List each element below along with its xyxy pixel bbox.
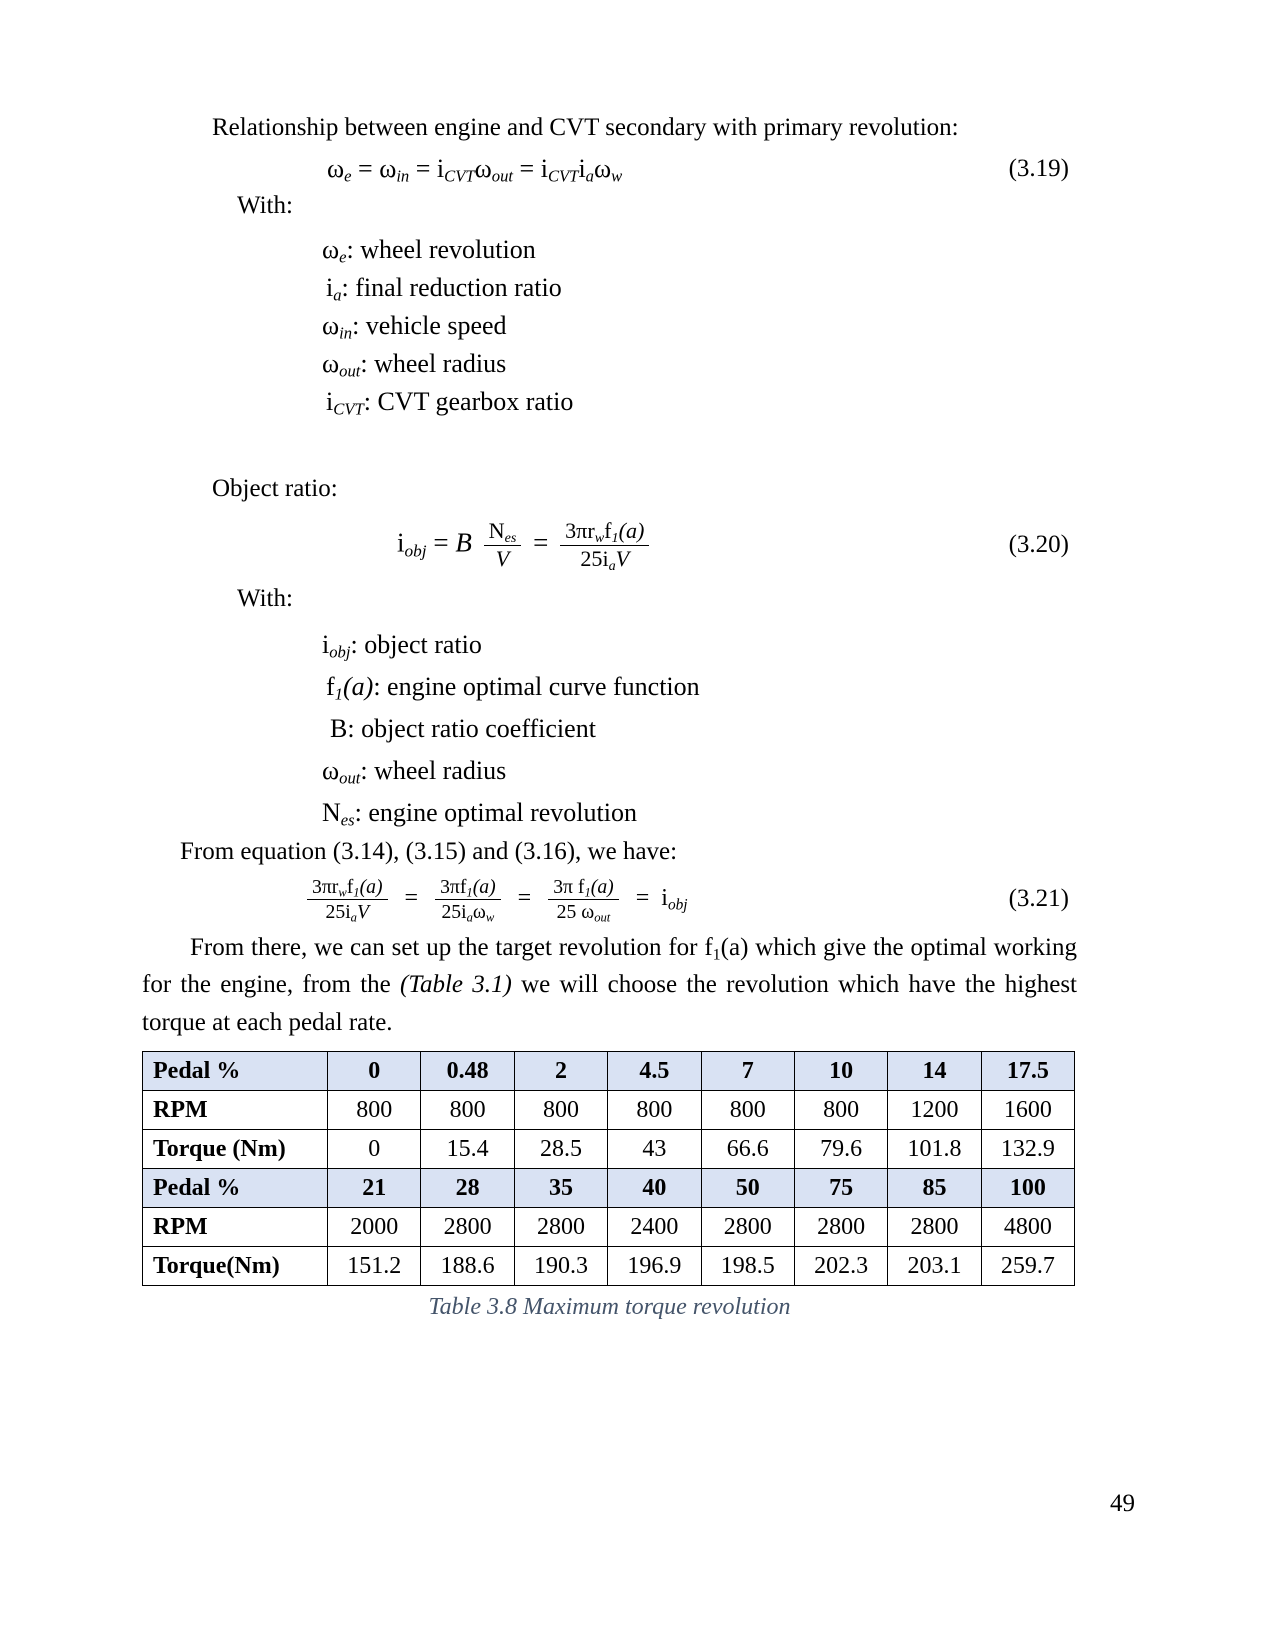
table-cell: 28 bbox=[421, 1169, 514, 1208]
table-cell: 21 bbox=[328, 1169, 421, 1208]
table-cell: 75 bbox=[794, 1169, 887, 1208]
def2-3-sym: ω bbox=[322, 755, 340, 785]
definition-item bbox=[322, 311, 1077, 341]
table-cell: 2800 bbox=[794, 1208, 887, 1247]
definition-item bbox=[326, 273, 1077, 303]
eq319-t3a-sub: CVT bbox=[444, 166, 475, 186]
table-cell: 7 bbox=[701, 1052, 794, 1091]
eq319-t4c: ω bbox=[593, 154, 612, 184]
page-number: 49 bbox=[1110, 1490, 1135, 1517]
eq321-f2-den-a: 25i bbox=[441, 900, 467, 923]
eq319-t4b-sub: a bbox=[585, 166, 594, 186]
eq319-t3a: i bbox=[436, 154, 445, 184]
closing-paragraph-part3: we will choose the revolution which have the highest torque at each pedal rate. bbox=[142, 971, 1077, 1036]
def1-3-sub: out bbox=[339, 361, 361, 381]
eq319-lhs: ω bbox=[327, 154, 345, 184]
closing-paragraph-part2: (a) which give the optimal working for the engine, from the bbox=[142, 933, 1077, 999]
def2-0-sym: i bbox=[322, 629, 330, 659]
table-cell: 0.48 bbox=[421, 1052, 514, 1091]
table-cell: 1600 bbox=[981, 1091, 1074, 1130]
eq321-f3-num-a: 3π bbox=[553, 875, 573, 898]
table-cell: 1200 bbox=[888, 1091, 981, 1130]
def2-1-arg: (a) bbox=[342, 671, 374, 701]
eq320-coeff: B bbox=[455, 527, 472, 558]
definition-item bbox=[322, 349, 1077, 379]
equation-3-19-number: (3.19) bbox=[1008, 155, 1069, 183]
def2-1-sym: f bbox=[326, 671, 335, 701]
table-cell: 4.5 bbox=[608, 1052, 701, 1091]
table-cell: 79.6 bbox=[794, 1130, 887, 1169]
eq321-eq2: = bbox=[517, 884, 532, 911]
table-cell: 101.8 bbox=[888, 1130, 981, 1169]
row-header: Torque (Nm) bbox=[143, 1130, 328, 1169]
eq321-f3-den-b: ω bbox=[581, 900, 595, 923]
eq321-f2-den-b: ω bbox=[472, 900, 486, 923]
eq319-t4a-sub: CVT bbox=[547, 166, 579, 186]
eq321-eq3: = bbox=[635, 884, 650, 911]
eq321-f1-num-a: 3πr bbox=[312, 875, 339, 898]
eq321-f1-den-sub: a bbox=[350, 910, 357, 925]
eq321-rhs-sub: obj bbox=[667, 896, 688, 914]
def1-1-sub: a bbox=[333, 285, 342, 305]
eq321-frac2-den bbox=[435, 899, 501, 923]
table-caption: Table 3.8 Maximum torque revolution bbox=[428, 1294, 791, 1321]
table-cell: 28.5 bbox=[514, 1130, 607, 1169]
equation-3-20-number: (3.20) bbox=[1008, 531, 1069, 559]
eq321-f1-num-arg: (a) bbox=[359, 875, 383, 898]
def2-0-text: : object ratio bbox=[350, 629, 482, 659]
eq319-t3b: ω bbox=[474, 154, 492, 184]
eq319-t4b: i bbox=[578, 154, 586, 184]
table-cell: 800 bbox=[514, 1091, 607, 1130]
eq321-f1-num-fsub: 1 bbox=[353, 885, 360, 900]
eq321-f2-num-fsub: 1 bbox=[466, 885, 473, 900]
def1-4-sub: CVT bbox=[333, 399, 364, 419]
from-equation-line: From equation (3.14), (3.15) and (3.16), we have: bbox=[180, 837, 678, 865]
table-cell: 85 bbox=[888, 1169, 981, 1208]
table-cell: 132.9 bbox=[981, 1130, 1074, 1169]
table-cell: 188.6 bbox=[421, 1247, 514, 1286]
eq320-frac2-num-arg: (a) bbox=[618, 517, 645, 543]
eq320-frac2-den-b: V bbox=[615, 545, 630, 571]
eq319-t4c-sub: w bbox=[611, 166, 623, 186]
eq321-fraction-1 bbox=[307, 876, 388, 923]
eq321-eq1: = bbox=[404, 884, 419, 911]
table-3-8 bbox=[142, 1051, 1075, 1286]
eq320-frac2-num-f: f bbox=[604, 517, 612, 543]
eq321-f1-num-sub: w bbox=[338, 885, 347, 900]
eq320-eq2: = bbox=[533, 527, 549, 558]
def1-0-sym: ω bbox=[322, 234, 340, 264]
table-cell: 800 bbox=[328, 1091, 421, 1130]
table-cell: 800 bbox=[794, 1091, 887, 1130]
closing-paragraph bbox=[142, 929, 1077, 1042]
table-cell: 151.2 bbox=[328, 1247, 421, 1286]
def2-4-sub: es bbox=[340, 810, 355, 830]
definition-item bbox=[322, 235, 1077, 265]
definition-item bbox=[326, 672, 1077, 702]
def1-1-text: : final reduction ratio bbox=[341, 272, 562, 302]
eq319-eq3: = bbox=[519, 154, 535, 184]
def1-4-sym: i bbox=[326, 386, 334, 416]
table-cell: 14 bbox=[888, 1052, 981, 1091]
eq321-f2-den-sub: a bbox=[466, 910, 473, 925]
equation-3-20-row bbox=[142, 519, 1077, 572]
def1-0-text: : wheel revolution bbox=[346, 234, 536, 264]
equation-3-21 bbox=[302, 876, 688, 923]
row-header: RPM bbox=[143, 1208, 328, 1247]
table-cell: 50 bbox=[701, 1169, 794, 1208]
equation-3-21-row bbox=[142, 876, 1077, 923]
def1-3-sym: ω bbox=[322, 348, 340, 378]
eq321-f3-den-bsub: out bbox=[594, 910, 611, 925]
eq321-fraction-2 bbox=[435, 876, 501, 923]
eq321-frac3-num bbox=[548, 876, 619, 899]
def1-3-text: : wheel radius bbox=[360, 348, 507, 378]
eq319-t2: ω bbox=[379, 154, 397, 184]
eq321-f3-den-a: 25 bbox=[556, 900, 577, 923]
table-cell: 2 bbox=[514, 1052, 607, 1091]
table-cell: 15.4 bbox=[421, 1130, 514, 1169]
table-cell: 203.1 bbox=[888, 1247, 981, 1286]
table-row bbox=[143, 1052, 1075, 1091]
table-cell: 259.7 bbox=[981, 1247, 1074, 1286]
definition-item bbox=[322, 798, 1077, 828]
eq321-f1-den-a: 25i bbox=[325, 900, 351, 923]
def1-1-sym: i bbox=[326, 272, 334, 302]
row-header: RPM bbox=[143, 1091, 328, 1130]
eq320-frac2-num-f-sub: 1 bbox=[611, 529, 619, 546]
table-cell: 2800 bbox=[421, 1208, 514, 1247]
definition-item bbox=[326, 387, 1077, 417]
eq321-frac3-den bbox=[548, 899, 619, 923]
table-cell: 2000 bbox=[328, 1208, 421, 1247]
equation-3-20 bbox=[397, 519, 654, 572]
eq320-fraction-2 bbox=[560, 519, 649, 572]
table-cell: 43 bbox=[608, 1130, 701, 1169]
table-cell: 10 bbox=[794, 1052, 887, 1091]
closing-paragraph-sub: 1 bbox=[712, 946, 721, 964]
definitions-list-2 bbox=[322, 630, 1077, 828]
eq321-f3-num-f: f bbox=[577, 875, 585, 898]
def1-4-text: : CVT gearbox ratio bbox=[363, 386, 574, 416]
def2-3-sub: out bbox=[339, 768, 361, 788]
table-reference: (Table 3.1) bbox=[400, 971, 512, 999]
eq321-fraction-3 bbox=[548, 876, 619, 923]
eq320-lhs-sub: obj bbox=[404, 541, 427, 561]
spacer bbox=[142, 425, 1077, 471]
eq319-t2-sub: in bbox=[396, 166, 410, 186]
eq319-t3b-sub: out bbox=[491, 166, 514, 186]
eq320-frac2-den bbox=[560, 545, 649, 572]
eq320-lhs: i bbox=[397, 527, 405, 558]
table-row bbox=[143, 1091, 1075, 1130]
table-cell: 800 bbox=[608, 1091, 701, 1130]
definition-item bbox=[330, 714, 1077, 744]
def2-2-text: : object ratio coefficient bbox=[347, 713, 596, 743]
table-cell: 2800 bbox=[514, 1208, 607, 1247]
eq321-f3-num-arg: (a) bbox=[590, 875, 614, 898]
eq321-f1-num-f: f bbox=[346, 875, 354, 898]
table-row bbox=[143, 1247, 1075, 1286]
eq321-rhs: i bbox=[661, 884, 668, 911]
intro-line: Relationship between engine and CVT secondary with primary revolution: bbox=[212, 114, 959, 141]
equation-3-19 bbox=[327, 154, 622, 184]
eq320-frac2-num bbox=[560, 519, 649, 545]
row-header: Pedal % bbox=[143, 1169, 328, 1208]
table-row bbox=[143, 1208, 1075, 1247]
def2-0-sub: obj bbox=[329, 642, 351, 662]
def1-2-sub: in bbox=[339, 323, 353, 343]
eq321-f2-num-a: 3πf bbox=[440, 875, 467, 898]
table-cell: 2800 bbox=[888, 1208, 981, 1247]
def2-1-text: : engine optimal curve function bbox=[373, 671, 700, 701]
eq320-frac1-num-sym: N bbox=[488, 517, 505, 543]
def2-2-sym: B bbox=[330, 713, 348, 743]
table-cell: 196.9 bbox=[608, 1247, 701, 1286]
eq319-eq1: = bbox=[358, 154, 373, 184]
table-cell: 100 bbox=[981, 1169, 1074, 1208]
definition-item bbox=[322, 756, 1077, 786]
eq319-t4a: i bbox=[540, 154, 548, 184]
def1-2-text: : vehicle speed bbox=[352, 310, 507, 340]
table-cell: 198.5 bbox=[701, 1247, 794, 1286]
def2-1-sub: 1 bbox=[334, 684, 343, 704]
eq320-frac2-num-a: 3πr bbox=[565, 517, 595, 543]
eq320-fraction-1 bbox=[484, 519, 522, 572]
object-ratio-label: Object ratio: bbox=[212, 474, 338, 502]
eq321-f2-num-arg: (a) bbox=[472, 875, 496, 898]
eq320-frac1-num-sub: es bbox=[504, 529, 517, 546]
table-cell: 0 bbox=[328, 1130, 421, 1169]
table-cell: 202.3 bbox=[794, 1247, 887, 1286]
table-cell: 35 bbox=[514, 1169, 607, 1208]
table-cell: 0 bbox=[328, 1052, 421, 1091]
table-cell: 4800 bbox=[981, 1208, 1074, 1247]
def1-0-sub: e bbox=[339, 247, 347, 267]
eq321-frac1-num bbox=[307, 876, 388, 899]
eq321-frac1-den bbox=[307, 899, 388, 923]
table-cell: 190.3 bbox=[514, 1247, 607, 1286]
definitions-list-1 bbox=[322, 235, 1077, 417]
equation-3-21-number: (3.21) bbox=[1008, 885, 1069, 913]
table-cell: 17.5 bbox=[981, 1052, 1074, 1091]
table-cell: 2800 bbox=[701, 1208, 794, 1247]
table-cell: 40 bbox=[608, 1169, 701, 1208]
def2-4-sym: N bbox=[322, 797, 341, 827]
table-body bbox=[143, 1052, 1075, 1286]
definition-item bbox=[322, 630, 1077, 660]
table-cell: 2400 bbox=[608, 1208, 701, 1247]
table-cell: 800 bbox=[421, 1091, 514, 1130]
with-label-1: With: bbox=[237, 192, 293, 220]
table-row bbox=[143, 1130, 1075, 1169]
def2-3-text: : wheel radius bbox=[360, 755, 507, 785]
eq320-frac1-num bbox=[484, 519, 522, 545]
eq321-f3-num-fsub: 1 bbox=[584, 885, 591, 900]
table-cell: 800 bbox=[701, 1091, 794, 1130]
eq320-frac2-den-sub: a bbox=[608, 557, 616, 574]
table-cell: 66.6 bbox=[701, 1130, 794, 1169]
def2-4-text: : engine optimal revolution bbox=[354, 797, 637, 827]
with-label-2: With: bbox=[237, 585, 293, 613]
table-row bbox=[143, 1169, 1075, 1208]
def1-2-sym: ω bbox=[322, 310, 340, 340]
eq319-eq2: = bbox=[415, 154, 431, 184]
eq321-f1-den-b: V bbox=[356, 900, 369, 923]
eq320-frac2-den-a: 25i bbox=[580, 545, 609, 571]
equation-3-19-row bbox=[142, 154, 1077, 184]
eq320-frac2-num-sub: w bbox=[594, 529, 605, 546]
eq320-eq1: = bbox=[433, 527, 449, 558]
page-content bbox=[142, 110, 1077, 1321]
eq321-frac2-num bbox=[435, 876, 501, 899]
closing-paragraph-part1: From there, we can set up the target revolution for f bbox=[190, 933, 713, 961]
eq320-frac1-den: V bbox=[484, 545, 522, 572]
eq321-f2-den-bsub: w bbox=[485, 910, 495, 925]
eq319-lhs-sub: e bbox=[344, 166, 352, 186]
row-header: Torque(Nm) bbox=[143, 1247, 328, 1286]
row-header: Pedal % bbox=[143, 1052, 328, 1091]
